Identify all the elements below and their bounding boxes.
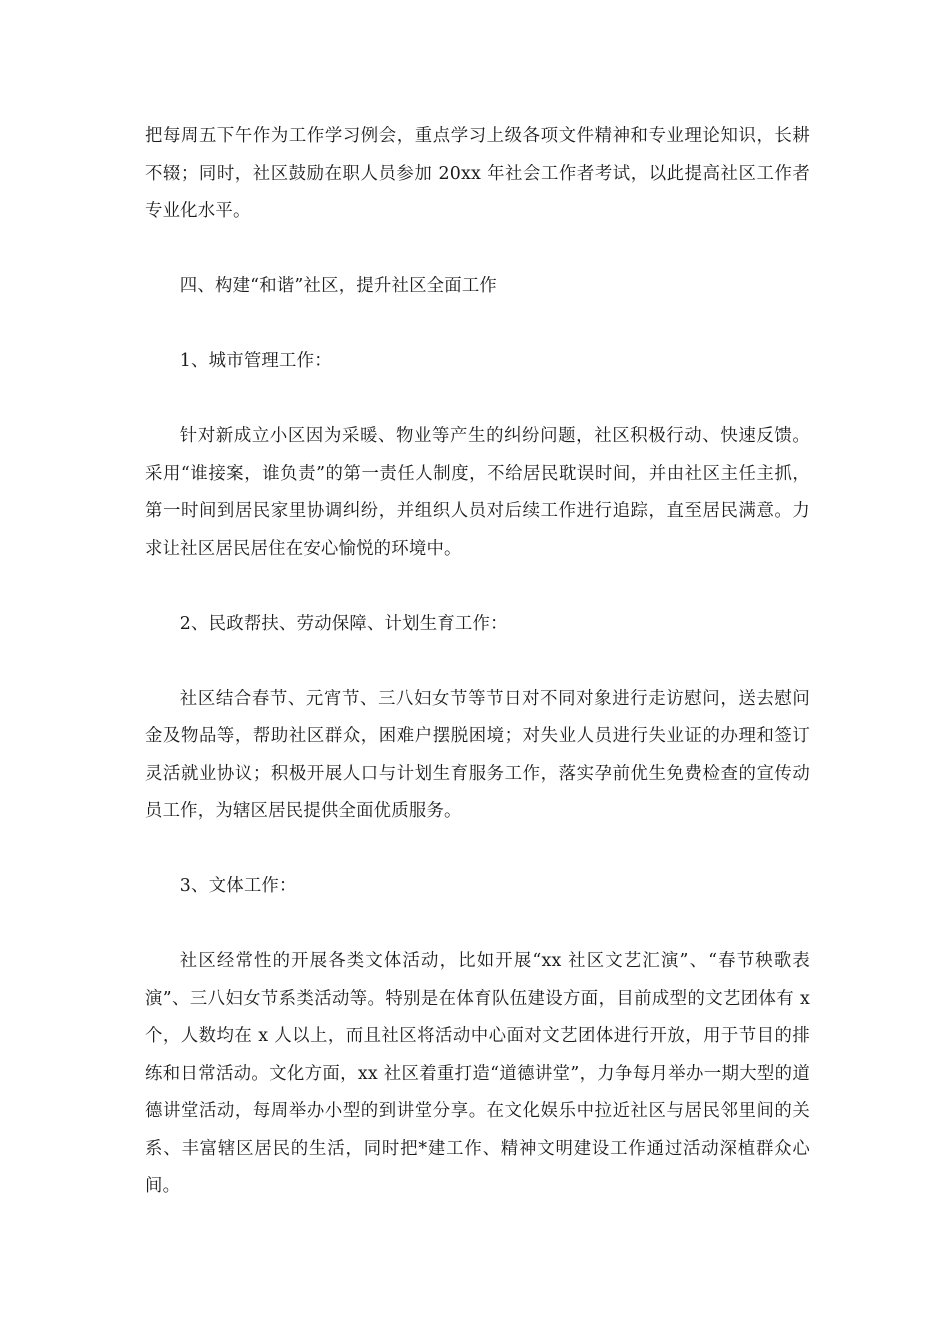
subheading-culture-sports: 3、文体工作：	[179, 876, 297, 896]
paragraph-study-meetings: 把每周五下午作为工作学习例会，重点学习上级各项文件精神和专业理论知识，长耕不辍；同时，社区鼓励在职人员参加 20xx 年社会工作者考试，以此提高社区工作者专业化水平。	[145, 126, 810, 221]
paragraph-city-management: 针对新成立小区因为采暖、物业等产生的纠纷问题，社区积极行动、快速反馈。采用“谁接案，谁负责”的第一责任人制度，不给居民耽误时间，并由社区主任主抓，第一时间到居民家里协调纠纷，并组织人员对后续工作进行追踪，直至居民满意。力求让社区居民居住在安心愉悦的环境中。	[145, 426, 810, 559]
section-heading-harmonious-community: 四、构建“和谐”社区，提升社区全面工作	[179, 276, 498, 296]
paragraph-culture-sports: 社区经常性的开展各类文体活动，比如开展“xx 社区文艺汇演”、“春节秧歌表演”、三八妇女节系类活动等。特别是在体育队伍建设方面，目前成型的文艺团体有 x 个，人数均在 x 人以上，而且社区将活动中心面对文艺团体进行开放，用于节目的排练和日常活动。文化方面，xx 社区着重打造“道德讲堂”，力争每月举办一期大型的道德讲堂活动，每周举办小型的到讲堂分享。在文化娱乐中拉近社区与居民邻里间的关系、丰富辖区居民的生活，同时把*建工作、精神文明建设工作通过活动深植群众心间。	[145, 951, 810, 1196]
subheading-city-management: 1、城市管理工作：	[179, 351, 332, 371]
subheading-civil-affairs: 2、民政帮扶、劳动保障、计划生育工作：	[179, 613, 508, 634]
paragraph-civil-affairs: 社区结合春节、元宵节、三八妇女节等节日对不同对象进行走访慰问，送去慰问金及物品等，帮助社区群众，困难户摆脱困境；对失业人员进行失业证的办理和签订灵活就业协议；积极开展人口与计划生育服务工作，落实孕前优生免费检查的宣传动员工作，为辖区居民提供全面优质服务。	[145, 688, 810, 821]
document-page	[145, 118, 810, 1206]
